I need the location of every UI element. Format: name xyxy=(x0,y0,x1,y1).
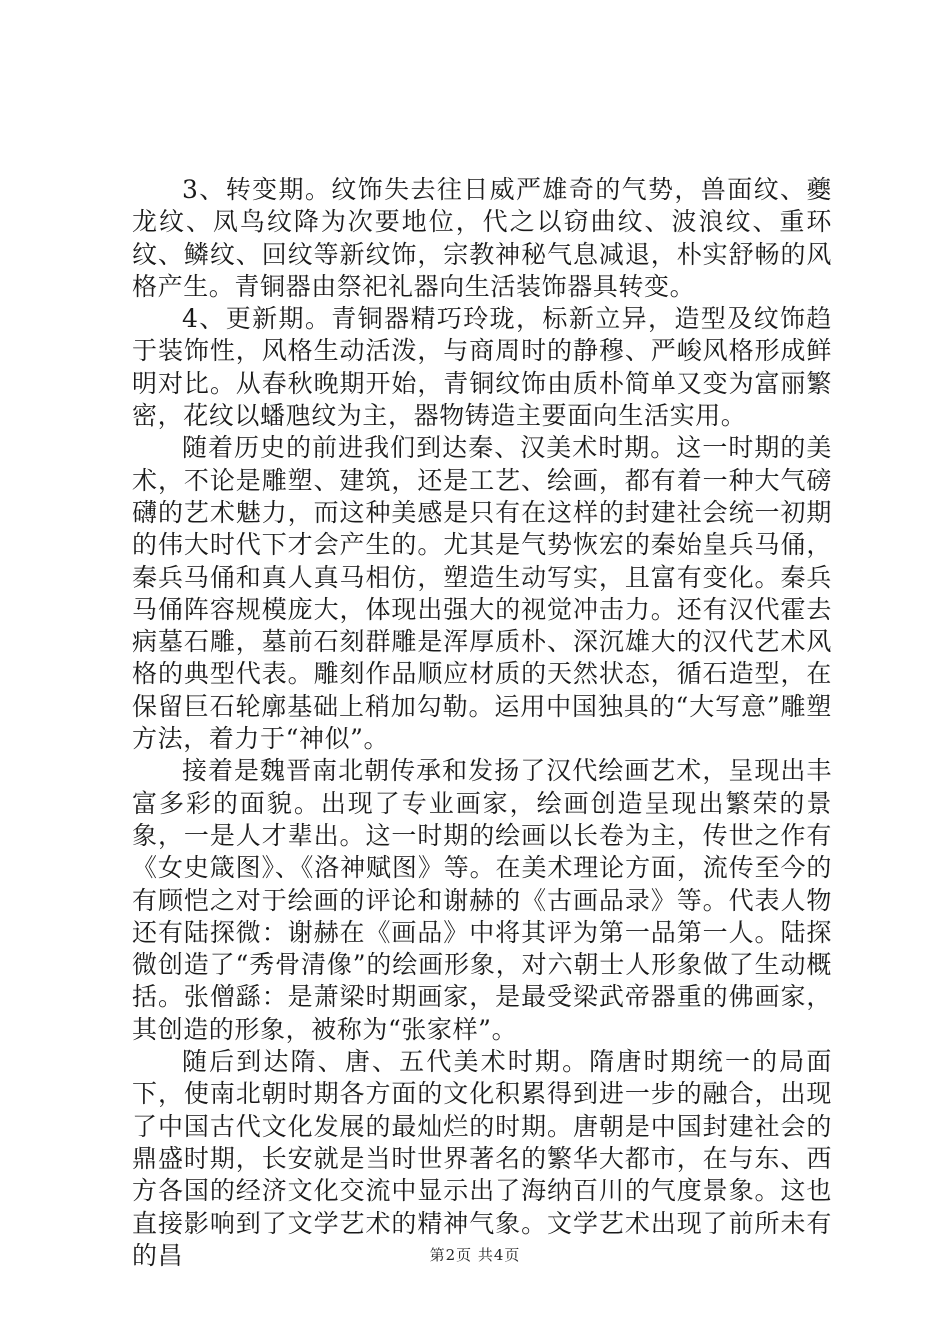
paragraph-transition-period: 3、转变期。纹饰失去往日威严雄奇的气势，兽面纹、夔龙纹、凤鸟纹降为次要地位，代之以窃曲纹、波浪纹、重环纹、鳞纹、回纹等新纹饰，宗教神秘气息减退，朴实舒畅的风格产生。青铜器由祭祀礼器向生活装饰器具转变。 xyxy=(132,175,832,301)
page-number-footer: 第2页 共4页 xyxy=(429,1246,521,1264)
paragraph-qin-han-art: 随着历史的前进我们到达秦、汉美术时期。这一时期的美术，不论是雕塑、建筑，还是工艺、绘画，都有着一种大气磅礴的艺术魅力，而这种美感是只有在这样的封建社会统一初期的伟大时代下才会产生的。尤其是气势恢宏的秦始皇兵马俑，秦兵马俑和真人真马相仿，塑造生动写实，且富有变化。秦兵马俑阵容规模庞大，体现出强大的视觉冲击力。还有汉代霍去病墓石雕，墓前石刻群雕是浑厚质朴、深沉雄大的汉代艺术风格的典型代表。雕刻作品顺应材质的天然状态，循石造型，在保留巨石轮廓基础上稍加勾勒。运用中国独具的“大写意”雕塑方法，着力于“神似”。 xyxy=(132,433,832,754)
paragraph-sui-tang-art: 随后到达隋、唐、五代美术时期。隋唐时期统一的局面下，使南北朝时期各方面的文化积累得到进一步的融合，出现了中国古代文化发展的最灿烂的时期。唐朝是中国封建社会的鼎盛时期，长安就是当时世界著名的繁华大都市，在与东、西方各国的经济文化交流中显示出了海纳百川的气度景象。这也直接影响到了文学艺术的精神气象。文学艺术出现了前所未有的昌 xyxy=(132,1047,832,1270)
paragraph-wei-jin-art: 接着是魏晋南北朝传承和发扬了汉代绘画艺术，呈现出丰富多彩的面貌。出现了专业画家，绘画创造呈现出繁荣的景象，一是人才辈出。这一时期的绘画以长卷为主，传世之作有《女史箴图》、《洛神赋图》等。在美术理论方面，流传至今的有顾恺之对于绘画的评论和谢赫的《古画品录》等。代表人物还有陆探微：谢赫在《画品》中将其评为第一品第一人。陆探微创造了“秀骨清像”的绘画形象，对六朝士人形象做了生动概括。张僧繇：是萧梁时期画家，是最受梁武帝器重的佛画家，其创造的形象，被称为“张家样”。 xyxy=(132,756,832,1044)
document-body xyxy=(132,174,832,1272)
paragraph-renewal-period: 4、更新期。青铜器精巧玲珑，标新立异，造型及纹饰趋于装饰性，风格生动活泼，与商周时的静穆、严峻风格形成鲜明对比。从春秋晚期开始，青铜纹饰由质朴简单又变为富丽繁密，花纹以蟠虺纹为主，器物铸造主要面向生活实用。 xyxy=(132,304,832,431)
